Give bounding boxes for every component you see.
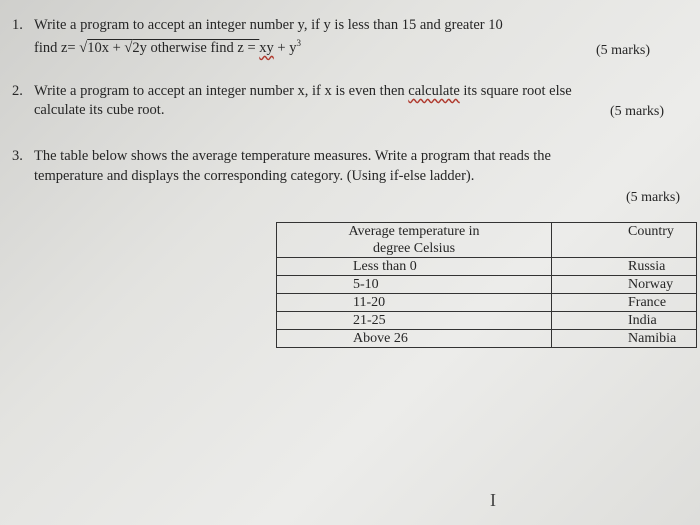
formula-part: + y (273, 39, 297, 56)
table-row (277, 258, 697, 276)
formula-part: 2y otherwise find z = (132, 39, 260, 56)
formula-exponent: 3 (296, 38, 301, 48)
country-cell: Norway (552, 276, 697, 294)
question-text-line: The table below shows the average temperature measures. Write a program that reads the (34, 148, 551, 164)
temp-cell: 21-25 (277, 312, 552, 330)
header-cell-temperature (277, 223, 552, 258)
text-part: Write a program to accept an integer number x, if x is even then (34, 83, 409, 99)
question-text-line: temperature and displays the corresponding category. (Using if-else ladder). (34, 168, 475, 184)
country-cell: France (552, 294, 697, 312)
question-number: 1. (12, 17, 23, 33)
question-1-marks: (5 marks) (596, 43, 651, 58)
text-cursor-icon: I (490, 490, 496, 510)
formula-part: 10x + √ (87, 39, 133, 56)
temp-cell: 11-20 (277, 294, 552, 312)
temp-cell: 5-10 (277, 276, 552, 294)
country-cell: Namibia (552, 330, 697, 348)
header-cell-country: Country (552, 223, 697, 258)
table-row (277, 276, 697, 294)
header-line: Average temperature in (348, 224, 480, 239)
formula-part: find z= √ (34, 39, 88, 56)
question-text-line (34, 82, 572, 101)
question-number: 3. (12, 148, 23, 164)
table-row (277, 312, 697, 330)
question-3-marks: (5 marks) (626, 190, 681, 205)
formula-part: xy (259, 39, 274, 56)
question-formula-line (34, 34, 301, 58)
temp-cell: Less than 0 (277, 258, 552, 276)
temperature-table (276, 222, 697, 348)
text-part: its square root else (459, 83, 572, 99)
temp-cell: Above 26 (277, 330, 552, 348)
table-header-row (277, 223, 697, 258)
header-line: degree Celsius (372, 241, 456, 256)
question-text-line: calculate its cube root. (34, 102, 165, 118)
country-cell: India (552, 312, 697, 330)
table-row (277, 294, 697, 312)
table-row (277, 330, 697, 348)
question-number: 2. (12, 83, 23, 99)
question-2-marks: (5 marks) (610, 104, 665, 119)
question-text-line: Write a program to accept an integer number y, if y is less than 15 and greater 10 (34, 17, 503, 33)
country-cell: Russia (552, 258, 697, 276)
misspelled-word: calculate (408, 83, 460, 99)
